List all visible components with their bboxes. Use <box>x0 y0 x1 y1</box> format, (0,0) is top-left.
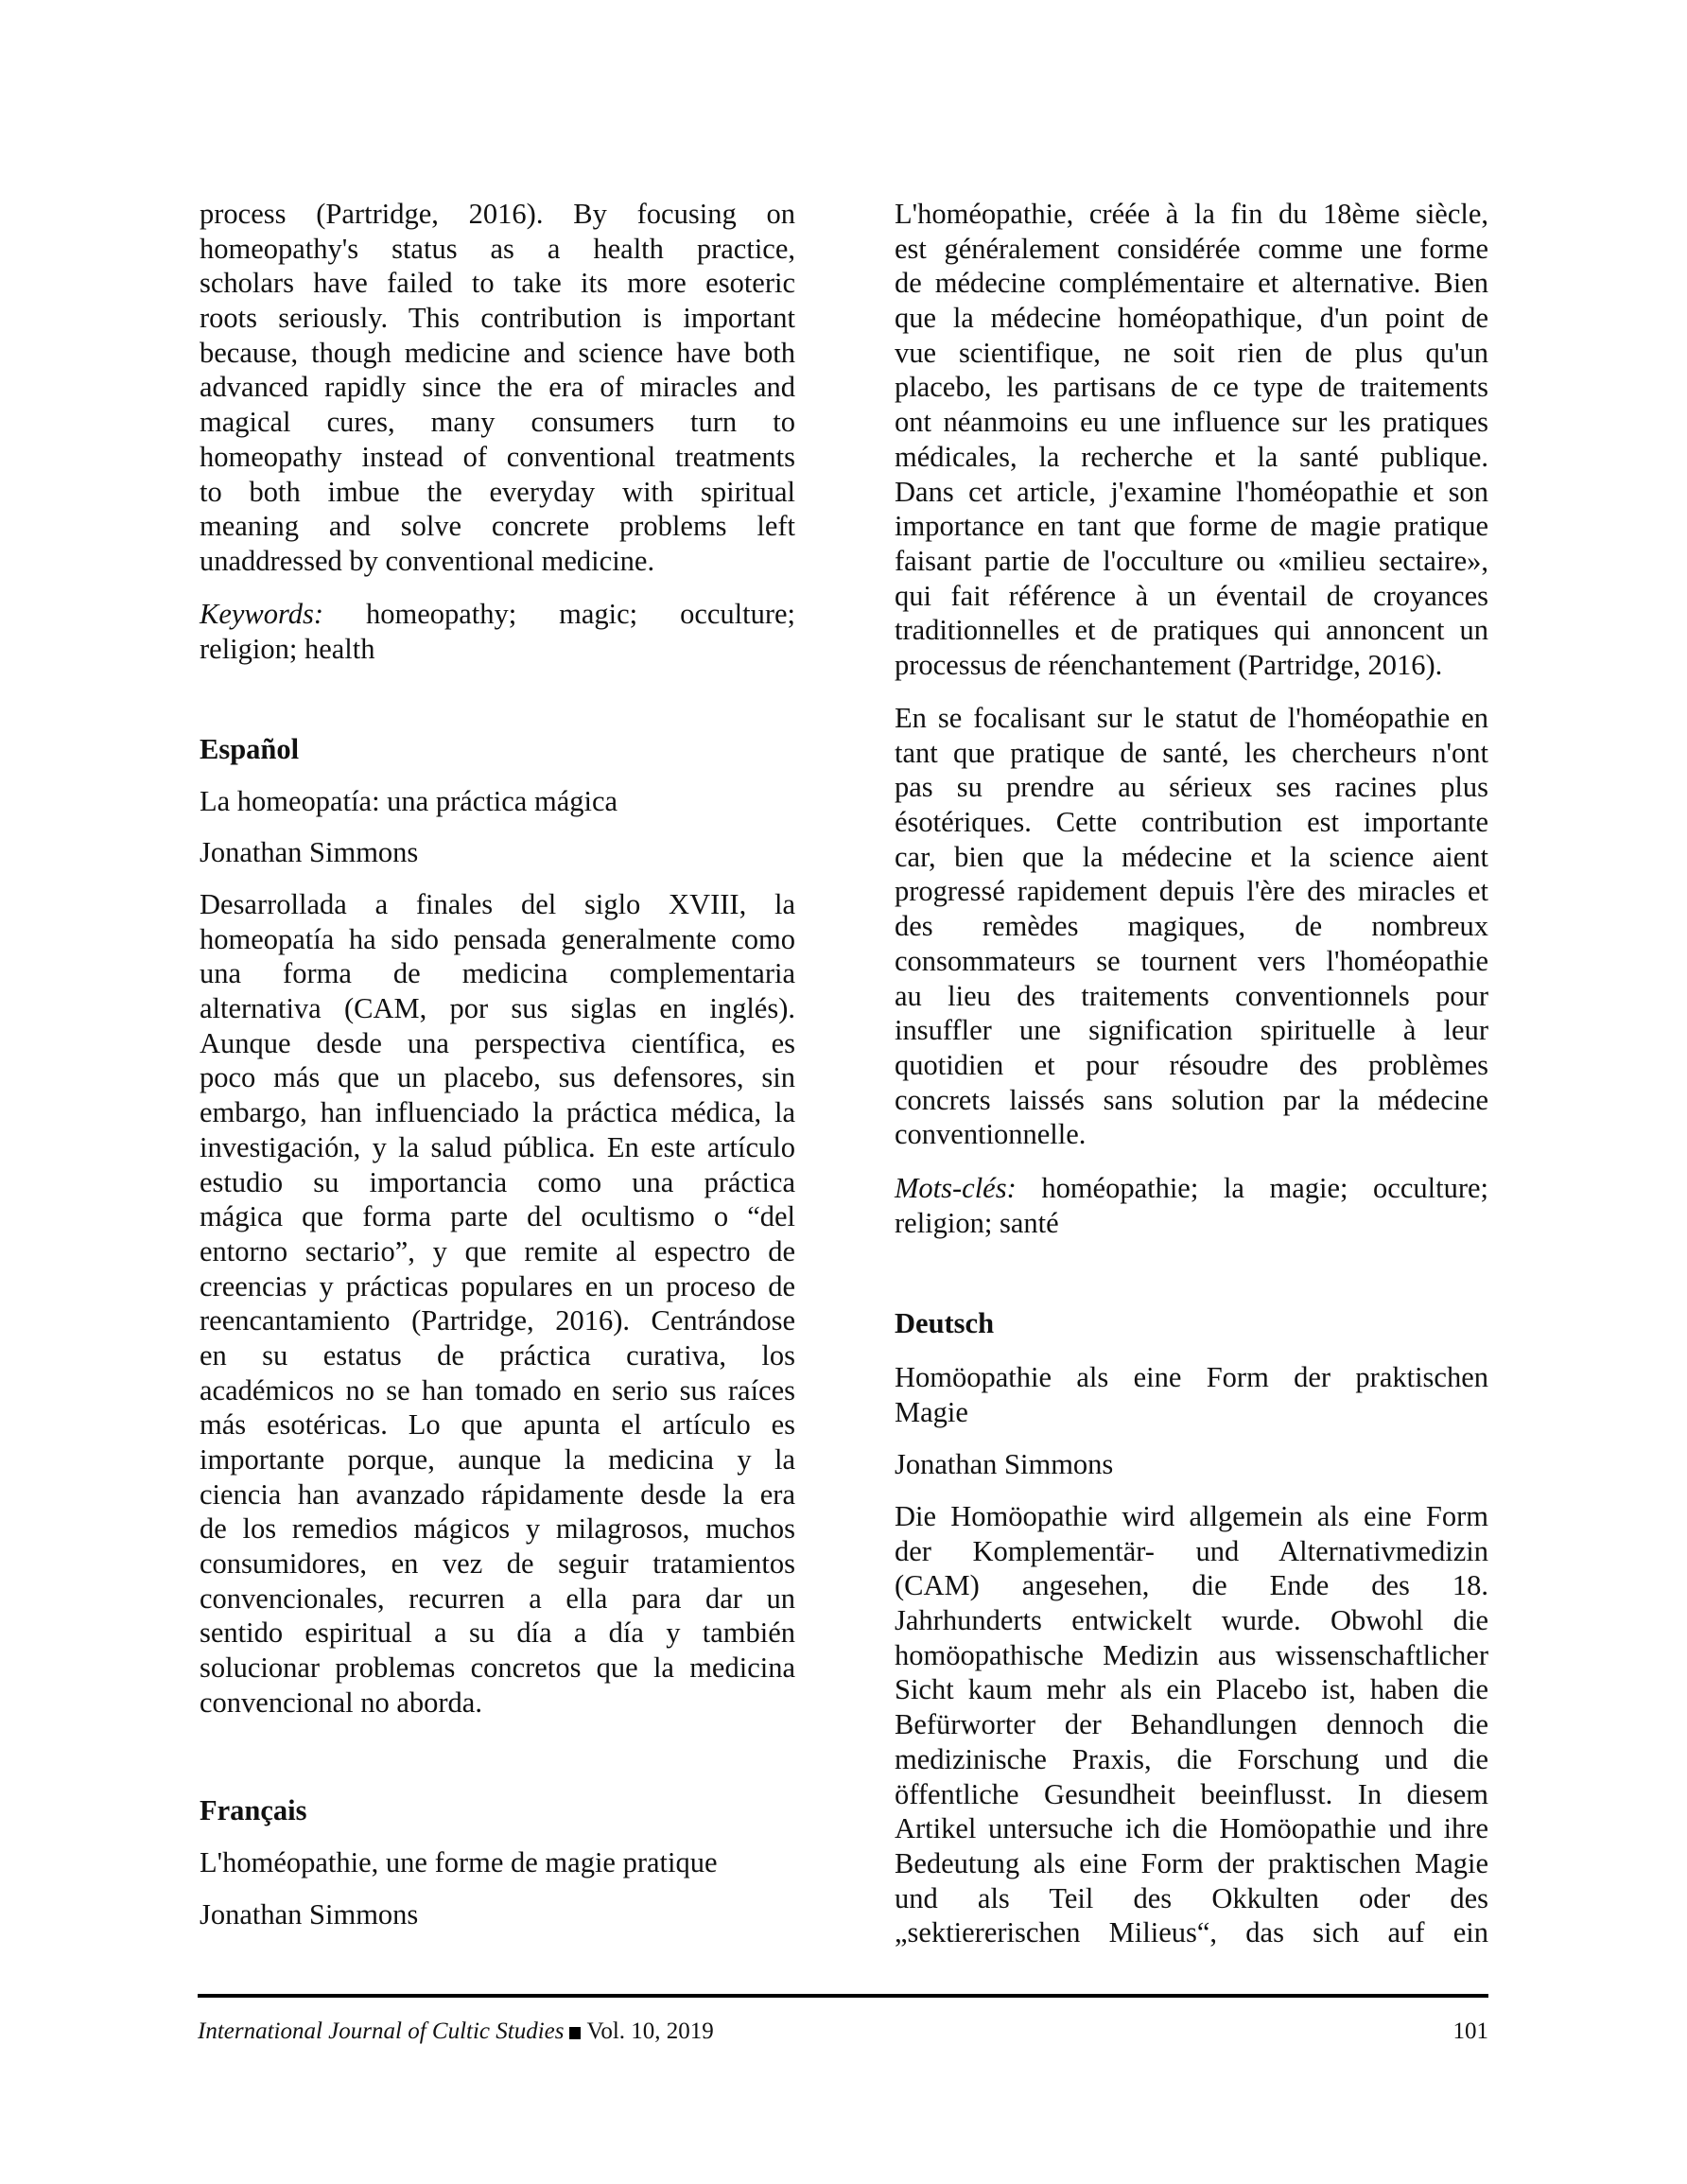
text-line: Magie <box>895 1395 968 1428</box>
page-footer <box>198 2017 1488 2047</box>
english-keywords <box>200 597 795 666</box>
german-section <box>895 1306 1488 1341</box>
left-column <box>200 0 795 2184</box>
text-line: est généralement considérée comme une forme <box>895 232 1488 265</box>
text-line: académicos no se han tomado en serio sus raíces <box>200 1373 795 1406</box>
text-line: de los remedios mágicos y milagrosos, muchos <box>200 1512 795 1546</box>
french-heading: Français <box>200 1794 307 1826</box>
black-square-icon <box>569 2027 581 2039</box>
keywords-label: Keywords: <box>200 598 324 630</box>
text-line: solucionar problemas concretos que la medicina <box>200 1651 795 1685</box>
text-line: und als Teil des Okkulten oder des <box>895 1881 1488 1914</box>
text-line: médicales, la recherche et la santé publique. <box>895 440 1488 473</box>
text-line: ont néanmoins eu une influence sur les pratiques <box>895 406 1488 439</box>
text-line: una forma de medicina complementaria <box>200 957 795 990</box>
spanish-heading: Español <box>200 733 300 765</box>
text-line: homeopathy's status as a health practice, <box>200 232 795 265</box>
text-line: poco más que un placebo, sus defensores, sin <box>200 1061 795 1094</box>
text-line: roots seriously. This contribution is important <box>200 302 795 335</box>
text-line: Sicht kaum mehr als ein Placebo ist, haben die <box>895 1673 1488 1706</box>
text-line: que la médecine homéopathique, d'un point de <box>895 302 1488 335</box>
text-line: entorno sectario”, y que remite al espectro de <box>200 1234 795 1267</box>
french-author-block <box>200 1897 795 1932</box>
text-line: homeopathy instead of conventional treatments <box>200 440 795 473</box>
text-line: tant que pratique de santé, les chercheurs n'ont <box>895 736 1488 769</box>
text-line: car, bien que la médecine et la science aient <box>895 840 1488 873</box>
text-line: Die Homöopathie wird allgemein als eine Form <box>895 1500 1488 1532</box>
french-author: Jonathan Simmons <box>200 1898 419 1931</box>
text-line: de médecine complémentaire et alternative. Bien <box>895 267 1488 300</box>
text-line: (CAM) angesehen, die Ende des 18. <box>895 1569 1488 1602</box>
keywords-line-1 <box>200 597 795 632</box>
text-line: mágica que forma parte del ocultismo o “del <box>200 1200 795 1233</box>
text-line: homeopatía ha sido pensada generalmente como <box>200 922 795 955</box>
text-line: öffentliche Gesundheit beeinflusst. In diesem <box>895 1777 1488 1810</box>
keywords-line-2: religion; health <box>200 632 375 665</box>
spanish-title: La homeopatía: una práctica mágica <box>200 785 618 817</box>
text-line: Jahrhunderts entwickelt wurde. Obwohl die <box>895 1604 1488 1637</box>
mots-cles-label: Mots-clés: <box>895 1172 1017 1204</box>
text-line: en su estatus de práctica curativa, los <box>200 1338 795 1372</box>
text-line: insuffler une signification spirituelle à leur <box>895 1014 1488 1047</box>
text-line: convencionales, recurren a ella para dar un <box>200 1581 795 1615</box>
text-line: ciencia han avanzado rápidamente desde la era <box>200 1477 795 1511</box>
spanish-author: Jonathan Simmons <box>200 836 419 868</box>
text-line: progressé rapidement depuis l'ère des miracles et <box>895 875 1488 908</box>
german-abstract <box>895 1499 1488 1950</box>
text-line: importante porque, aunque la medicina y la <box>200 1443 795 1476</box>
text-line: vue scientifique, ne soit rien de plus qu'un <box>895 336 1488 369</box>
spanish-abstract <box>200 887 795 1721</box>
french-title: L'homéopathie, une forme de magie pratique <box>200 1846 718 1878</box>
text-line: des remèdes magiques, de nombreux <box>895 910 1488 943</box>
text-line: reencantamiento (Partridge, 2016). Centrándose <box>200 1304 795 1337</box>
text-line: Desarrollada a finales del siglo XVIII, la <box>200 888 795 920</box>
english-abstract-end <box>200 197 795 579</box>
spanish-title-block <box>200 784 795 819</box>
text-line: importance en tant que forme de magie pratique <box>895 510 1488 543</box>
text-line: processus de réenchantement (Partridge, 2016). <box>895 648 1443 681</box>
text-line: advanced rapidly since the era of miracles and <box>200 371 795 404</box>
text-line: creencias y prácticas populares en un proceso de <box>200 1269 795 1302</box>
text-line: Homöopathie als eine Form der praktischen <box>895 1361 1488 1393</box>
text-line: traditionnelles et de pratiques qui annoncent un <box>895 614 1488 647</box>
text-line: Aunque desde una perspectiva científica, es <box>200 1026 795 1059</box>
text-line: conventionnelle. <box>895 1118 1087 1151</box>
page-number: 101 <box>1452 2018 1488 2044</box>
text-line: placebo, les partisans de ce type de traitements <box>895 371 1488 404</box>
text-line: homöopathische Medizin aus wissenschaftlicher <box>895 1638 1488 1671</box>
text-line: alternativa (CAM, por sus siglas en inglés). <box>200 992 795 1025</box>
text-line: der Komplementär- und Alternativmedizin <box>895 1534 1488 1567</box>
mots-cles-values: homéopathie; la magie; occulture; <box>1041 1172 1488 1204</box>
text-line: consommateurs se tournent vers l'homéopathie <box>895 944 1488 977</box>
journal-title: International Journal of Cultic Studies <box>198 2018 565 2044</box>
text-line: qui fait référence à un éventail de croyances <box>895 579 1488 612</box>
text-line: process (Partridge, 2016). By focusing on <box>200 198 795 230</box>
text-line: ésotériques. Cette contribution est importante <box>895 806 1488 839</box>
text-line: pas su prendre au sérieux ses racines plus <box>895 771 1488 804</box>
text-line: Bedeutung als eine Form der praktischen Magie <box>895 1846 1488 1879</box>
text-line: embargo, han influenciado la práctica médica, la <box>200 1096 795 1129</box>
text-line: concrets laissés sans solution par la médecine <box>895 1083 1488 1116</box>
spanish-author-block <box>200 835 795 870</box>
right-column <box>895 0 1488 2184</box>
german-heading: Deutsch <box>895 1307 995 1339</box>
french-abstract-paragraph-1 <box>895 197 1488 683</box>
text-line: unaddressed by conventional medicine. <box>200 544 655 577</box>
text-line: Dans cet article, j'examine l'homéopathie et son <box>895 475 1488 508</box>
text-line: L'homéopathie, créée à la fin du 18ème siècle, <box>895 198 1488 230</box>
text-line: au lieu des traitements conventionnels pour <box>895 979 1488 1012</box>
text-line: medizinische Praxis, die Forschung und die <box>895 1742 1488 1775</box>
keywords-values: homeopathy; magic; occulture; <box>365 598 796 630</box>
text-line: consumidores, en vez de seguir tratamientos <box>200 1547 795 1581</box>
text-line: to both imbue the everyday with spiritual <box>200 475 795 508</box>
text-line: scholars have failed to take its more esoteric <box>200 267 795 300</box>
text-line: convencional no aborda. <box>200 1686 482 1719</box>
german-author: Jonathan Simmons <box>895 1448 1114 1480</box>
text-line: „sektiererischen Milieus“, das sich auf ein <box>895 1916 1488 1949</box>
mots-cles-line-2: religion; santé <box>895 1206 1059 1239</box>
text-line: Artikel untersuche ich die Homöopathie und ihre <box>895 1812 1488 1845</box>
text-line: sentido espiritual a su día a día y también <box>200 1616 795 1650</box>
mots-cles-line-1 <box>895 1171 1488 1206</box>
german-author-block <box>895 1447 1488 1482</box>
text-line: meaning and solve concrete problems left <box>200 510 795 543</box>
french-keywords <box>895 1171 1488 1240</box>
spanish-section <box>200 732 795 767</box>
text-line: magical cures, many consumers turn to <box>200 406 795 439</box>
text-line: estudio su importancia como una práctica <box>200 1165 795 1198</box>
french-title-block <box>200 1845 795 1880</box>
text-line: En se focalisant sur le statut de l'homéopathie en <box>895 702 1488 734</box>
text-line: investigación, y la salud pública. En este artículo <box>200 1130 795 1163</box>
text-line: quotidien et pour résoudre des problèmes <box>895 1048 1488 1081</box>
footer-divider <box>198 1994 1488 1998</box>
text-line: faisant partie de l'occulture ou «milieu sectaire», <box>895 544 1488 577</box>
text-line: más esotéricas. Lo que apunta el artículo es <box>200 1408 795 1441</box>
text-line: because, though medicine and science have both <box>200 336 795 369</box>
text-line: Befürworter der Behandlungen dennoch die <box>895 1708 1488 1741</box>
french-abstract-paragraph-2 <box>895 701 1488 1152</box>
volume-info: Vol. 10, 2019 <box>586 2018 714 2044</box>
german-title <box>895 1360 1488 1429</box>
french-section <box>200 1793 795 1828</box>
